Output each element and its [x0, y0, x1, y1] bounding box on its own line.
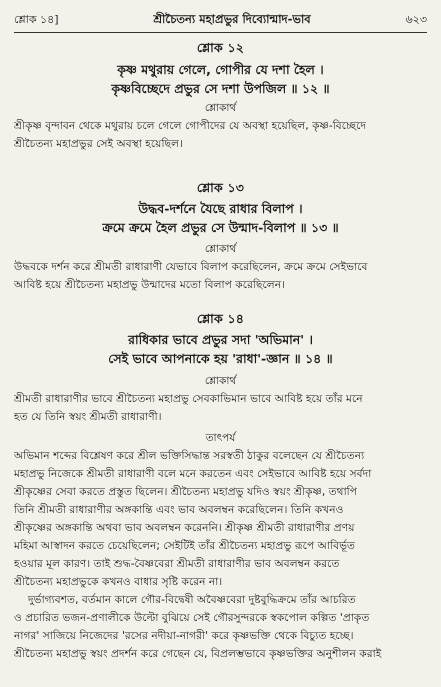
purport-line: মহাপ্রভু নিজেকে শ্রীমতী রাধারাণী বলে মনে করতেন এবং সেইভাবে আবিষ্ট হয়ে সর্বদা: [14, 467, 372, 480]
purport-line: ও প্রচারিত ভজন-প্রণালীকে উল্টো বুঝিয়ে সেই গৌরসুন্দরকে স্বকপোল কল্পিত 'প্রাকৃত: [14, 611, 370, 624]
translation-line: আবিষ্ট হয়ে শ্রীচৈতন্য মহাপ্রভু উন্মাদের মতো বিলাপ করেছিলেন।: [14, 278, 285, 291]
purport-line: তিনি শ্রীমতী রাধারাণীর অঙ্গকান্তি এবং ভাব অবলম্বন করেছিলেন। তিনি কখনও: [14, 503, 344, 516]
purport-line: শ্রীকৃষ্ণের অঙ্গকান্তি অথবা ভাব অবলম্বন করেননি। শ্রীকৃষ্ণ শ্রীমতী রাধারাণীর প্রণয়: [14, 521, 355, 534]
translation-label: [0, 374, 441, 391]
verse-line: সেই ভাবে আপনাকে হয় 'রাধা'-জ্ঞান ॥ ১৪ ॥: [108, 351, 333, 366]
verse-line: রাধিকার ভাবে প্রভুর সদা 'অভিমান' ।: [128, 332, 313, 347]
verse-line: কৃষ্ণ মথুরায় গেলে, গোপীর যে দশা হৈল ।: [117, 62, 324, 77]
purport-label: [0, 431, 441, 448]
purport-line: শ্রীচৈতন্য মহাপ্রভুকে কখনও বাধার সৃষ্টি করেন না।: [14, 575, 223, 588]
purport-paragraph-2: [14, 591, 425, 663]
translation-line: শ্রীচৈতন্য মহাপ্রভুর সেই অবস্থা হয়েছিল।: [14, 137, 183, 150]
translation-line: উদ্ধবকে দর্শন করে শ্রীমতী রাধারাণী যেভাবে বিলাপ করেছিলেন, ক্রমে ক্রমে সেইভাবে: [14, 260, 368, 273]
verse-section-12: [0, 40, 441, 60]
purport-line: শ্রীকৃষ্ণের সেবা করতে প্রস্তুত ছিলেন। শ্রীচৈতন্য মহাপ্রভু যদিও স্বয়ং শ্রীকৃষ্ণ, তথাপি: [14, 485, 357, 498]
verse-line: উদ্ধব-দর্শনে যৈছে রাধার বিলাপ ।: [138, 201, 303, 216]
purport-line: মহিমা আস্বাদন করতে চেয়েছিলেন; সেইটিই তাঁর শ্রীচৈতন্য মহাপ্রভু রূপে আবির্ভূত: [14, 539, 356, 552]
page-number: ৬২৩: [405, 13, 427, 26]
translation-line: হত যে তিনি স্বয়ং শ্রীমতী রাধারাণী।: [14, 410, 162, 423]
verse-text-14: [0, 330, 441, 368]
purport-line: অভিমান শব্দের বিশ্লেষণ করে শ্রীল ভক্তিসিদ্ধান্ত সরস্বতী ঠাকুর বলেছেন যে শ্রীচৈতন্য: [14, 449, 365, 462]
header-rule: [14, 32, 427, 33]
verse-heading: শ্লোক ১২: [196, 40, 245, 55]
translation-13: [14, 258, 425, 294]
verse-section-14: [0, 311, 441, 331]
verse-line: ক্রমে ক্রমে হৈল প্রভুর সে উন্মাদ-বিলাপ ॥ ১৩ ॥: [102, 220, 339, 235]
purport-line: দুর্ভাগ্যবশত, বর্তমান কালে গৌর-বিদ্বেষী অবৈষ্ণবেরা দুষ্টবুদ্ধিক্রমে তাঁর আচরিত: [28, 593, 356, 606]
verse-section-13: [0, 180, 441, 200]
verse-heading: শ্লোক ১৩: [196, 180, 245, 195]
translation-12: [14, 117, 425, 153]
verse-text-13: [0, 199, 441, 237]
translation-label: [0, 101, 441, 118]
translation-14: [14, 390, 425, 426]
translation-label: [0, 242, 441, 259]
purport-paragraph-1: [14, 447, 425, 591]
translation-line: শ্রীমতী রাধারাণীর ভাবে শ্রীচৈতন্য মহাপ্রভু সেবকাভিমান ভাবে আবিষ্ট হয়ে তাঁর মনে: [14, 392, 363, 405]
verse-heading: শ্লোক ১৪: [196, 311, 245, 326]
translation-label-text: শ্লোকার্থ: [204, 375, 237, 387]
header-verse-ref: শ্লোক ১৪]: [14, 13, 59, 26]
purport-line: শ্রীচৈতন্য মহাপ্রভু স্বয়ং প্রদর্শন করে গেছেন যে, বিপ্রলম্ভভাবে কৃষ্ণভক্তির অনুশীলন করাই: [14, 647, 382, 660]
purport-line: হওয়ার মূল কারণ। তাই শুদ্ধ-বৈষ্ণবেরা শ্রীমতী রাধারাণীর ভাব অবলম্বন করতে: [14, 557, 340, 570]
verse-line: কৃষ্ণবিচ্ছেদে প্রভুর সে দশা উপজিল ॥ ১২ ॥: [111, 81, 330, 96]
purport-line: নাগর' সাজিয়ে নিজেদের 'রসের নদীয়া-নাগরী' করে কৃষ্ণভক্তি থেকে বিচ্যুত হচ্ছে।: [14, 629, 354, 642]
header-title: শ্রীচৈতন্য মহাপ্রভুর দিব্যোন্মাদ-ভাব: [153, 12, 311, 26]
translation-label-text: শ্লোকার্থ: [204, 102, 237, 114]
translation-label-text: শ্লোকার্থ: [204, 243, 237, 255]
translation-line: শ্রীকৃষ্ণ বৃন্দাবন থেকে মথুরায় চলে গেলে গোপীদের যে অবস্থা হয়েছিল, কৃষ্ণ-বিচ্ছেদে: [14, 119, 367, 132]
running-header: [14, 8, 427, 30]
purport-label-text: তাৎপর্য: [205, 432, 236, 444]
verse-text-12: [0, 60, 441, 98]
